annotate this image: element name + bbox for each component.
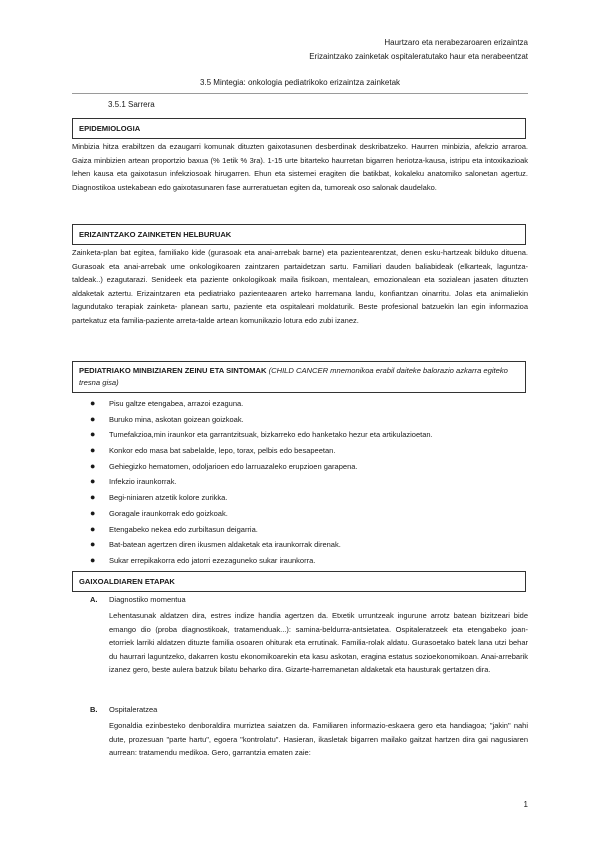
nursing-goals-paragraph: Zainketa-plan bat egitea, familiako kide (gurasoak eta anai-arrebak barne) eta pazientearentzat, denen esku-hartzeak bilduko dituena. Gurasoak eta anai-arrebak ume onkologikoaren zaintzaren partaidetzan sartu. Familiari dauden baliabideak (elkarteak, laguntza-taldeak..) ezagutarazi. Senideek eta paziente onkologikoak maila fisikoan, mentalean, emozionalean eta sozialean jasaten dituzten aldaketak aztertu. Erizaintzaren eta pediatriako pazienteaaren arteko harremana landu, konfiantzan oinarritu. Jolas eta animaliekin lagundutako terapiak zainketa- planean sartu, paziente eta ospitaleari moldaturik. Beste profesional batzuekin lan egin informazioa partekatuz eta familia-paziente arreta-talde artean komunikazio lotura edo zubi izanez. [72, 248, 528, 325]
list-item: ● Konkor edo masa bat sabelalde, lepo, torax, pelbis edo besapeetan. [72, 443, 528, 459]
header-course-title: Haurtzaro eta nerabezaroaren erizaintza [384, 38, 528, 47]
stage-a-text: Lehentasunak aldatzen dira, estres indize handia agertzen da. Etxetik urruntzeak ingurune arrotz batean bizitzeari bide emango dio (proba diagnostikoak, tratamenduak...): samina-beldurra-antsietatea. Ospitaleratzeek eta etengabeko joan-etorriek larriki aldatzen dituzte familia osoaren ohiturak eta errutinak. Familia-rolak aldatu. Gurasoetako batek lana utzi behar du haurrari laguntzeko, dakarren kostu ekonomikoarekin eta kasu askotan, eragina estatus sozioekonomikoan. Anai-arrebarik izanez gero, beste aulera batzuk bilatu beharko dira. Gizarte-harremanetan aldaketak eta hausturak gertatzen dira. [109, 611, 528, 674]
bullet-icon: ● [90, 460, 96, 471]
signs-heading-note: (CHILD CANCER mnemonikoa erabil daiteke balorazio azkarra egiteko tresna gisa) [79, 366, 508, 387]
section-divider [72, 93, 528, 94]
stages-heading-box [72, 571, 526, 592]
list-item: ● Etengabeko nekea edo zurbiltasun deigarria. [72, 522, 528, 538]
list-item: ● Infekzio iraunkorrak. [72, 474, 528, 490]
list-item: ● Gehiegizko hematomen, odoljarioen edo larruazaleko erupzioen garapena. [72, 459, 528, 475]
bullet-icon: ● [90, 523, 96, 534]
list-item: ● Tumefakzioa,min iraunkor eta garrantzitsuak, bizkarreko edo hanketako hezur eta artikulazioetan. [72, 427, 528, 443]
bullet-icon: ● [90, 554, 96, 565]
section-title: 3.5 Mintegia: onkologia pediatrikoko erizaintza zainketak [199, 78, 401, 87]
stage-b-text: Egonaldia ezinbesteko denboraldira murriztea saiatzen da. Familiaren informazio-eskaera gero eta handiagoa; "jakin" nahi dute, prozesuan "parte hartu", egoera "kontrolatu". Hasieran, ikasletak bigarren mailako gaitzat hartzen dira gai nagusiaren aurrean: tratamendu medikoa. Gero, garrantzia ematen zaie: [109, 721, 528, 757]
list-item: ● Goragale iraunkorrak edo goizkoak. [72, 506, 528, 522]
bullet-icon: ● [90, 398, 96, 408]
epidemiology-heading-box [72, 118, 526, 139]
bullet-icon: ● [90, 413, 96, 424]
bullet-icon: ● [90, 507, 96, 518]
bullet-icon: ● [90, 445, 96, 456]
list-item: ● Buruko mina, askotan goizean goizkoak. [72, 412, 528, 428]
stage-b-title: Ospitaleratzea [109, 705, 158, 714]
signs-heading-box [72, 361, 526, 393]
stage-a-letter: A. [90, 595, 98, 604]
stage-a-title: Diagnostiko momentua [109, 595, 186, 604]
signs-heading: PEDIATRIAKO MINBIZIAREN ZEINU ETA SINTOMAK [79, 366, 267, 375]
header-course-subtitle: Erizaintzako zainketak ospitaleratutako haur eta nerabeentzat [309, 52, 528, 61]
bullet-icon: ● [90, 476, 96, 487]
nursing-goals-heading: ERIZAINTZAKO ZAINKETEN HELBURUAK [79, 230, 232, 239]
bullet-icon: ● [90, 539, 96, 550]
subsection-title: 3.5.1 Sarrera [108, 100, 155, 109]
bullet-icon: ● [90, 429, 96, 440]
running-header [309, 36, 528, 64]
list-item: ● Pisu galtze etengabea, arrazoi ezaguna. [72, 396, 528, 412]
page-number: 1 [523, 800, 528, 809]
epidemiology-heading: EPIDEMIOLOGIA [79, 124, 141, 133]
list-item: ● Bat-batean agertzen diren ikusmen aldaketak eta iraunkorrak direnak. [72, 537, 528, 553]
stage-b-letter: B. [90, 705, 98, 714]
list-item: ● Begi-niniaren atzetik kolore zurikka. [72, 490, 528, 506]
nursing-goals-heading-box [72, 224, 526, 245]
epidemiology-paragraph: Minbizia hitza erabiltzen da ezaugarri komunak dituzten gaixotasunen desberdinak deskribatzeko. Haurren minbizia, afekzio arraroa. Gaiza minbizien artean proportzio baxua (% 1etik % 3ra). 1-15 urte bitarteko haurretan bigarren heriotza-kausa, istripu eta intoxikazioak lehen kausa eta gaixotasun infekziosoak hirugarren. Ehun eta sistemei eragiten die batikbat, kokaleku anatomiko salonetan agertuz. Diagnostikoa ustekabean edo gaixotasunaren fase aurreratuetan egiten da, tumoreak oso salonak daudelako. [72, 142, 528, 192]
stages-heading: GAIXOALDIAREN ETAPAK [79, 577, 175, 586]
bullet-icon: ● [90, 492, 96, 503]
list-item: ● Sukar errepikakorra edo jatorri ezezaguneko sukar iraunkorra. [72, 553, 528, 569]
signs-list [72, 396, 528, 569]
